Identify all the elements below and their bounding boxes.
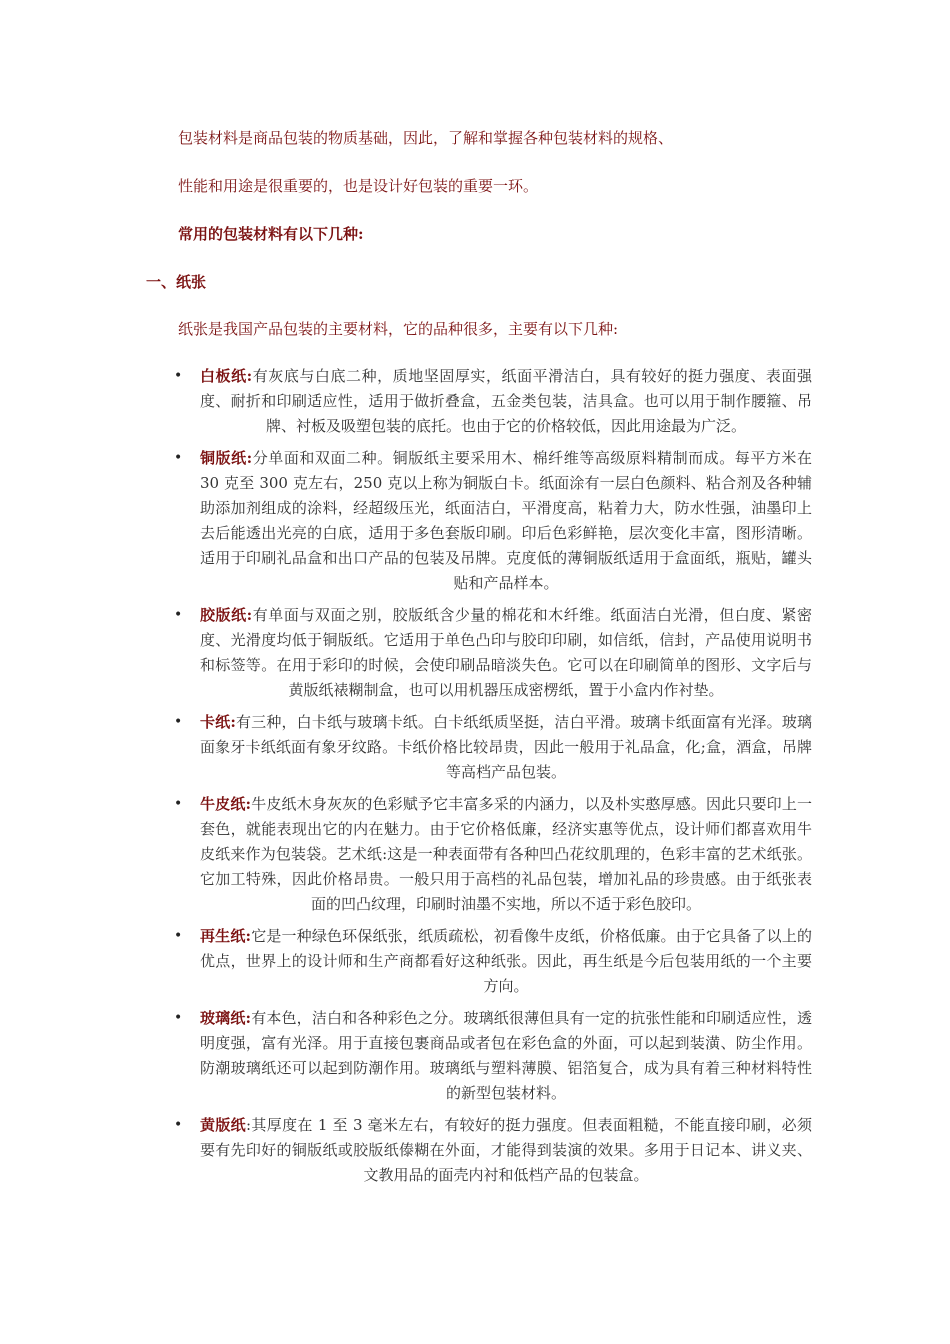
list-item — [172, 924, 812, 999]
item-description: 它是一种绿色环保纸张，纸质疏松，初看像牛皮纸，价格低廉。由于它具备了以上的优点，世界上的设计师和生产商都看好这种纸张。因此，再生纸是今后包装用纸的一个主要方向。 — [200, 927, 812, 995]
item-term: 铜版纸: — [200, 449, 253, 467]
item-description: 分单面和双面二种。铜版纸主要采用木、棉纤维等高级原料精制而成。每平方米在 30 克至 300 克左右，250 克以上称为铜版白卡。纸面涂有一层白色颜料、粘合剂及各种辅助添加剂组成的涂料，经超级压光，纸面洁白，平滑度高，粘着力大，防水性强，油墨印上去后能透出光亮的白底，适用于多色套版印刷。印后色彩鲜艳，层次变化丰富，图形清晰。适用于印刷礼品盒和出口产品的包装及吊牌。克度低的薄铜版纸适用于盒面纸，瓶贴，罐头贴和产品样本。 — [200, 449, 812, 592]
bullet-icon: • — [174, 928, 183, 944]
intro-line-1: 包装材料是商品包装的物质基础，因此，了解和掌握各种包装材料的规格、 — [178, 129, 674, 147]
bullet-icon: • — [174, 368, 183, 384]
list-item — [172, 710, 812, 785]
item-description: 有单面与双面之别，胶版纸含少量的棉花和木纤维。纸面洁白光滑，但白度、紧密度、光滑度均低于铜版纸。它适用于单色凸印与胶印印刷，如信纸，信封，产品使用说明书和标签等。在用于彩印的时候，会使印刷品暗淡失色。它可以在印刷简单的图形、文字后与黄版纸裱糊制盒，也可以用机器压成密楞纸，置于小盒内作衬垫。 — [200, 606, 812, 699]
bullet-icon: • — [174, 450, 183, 466]
list-item — [172, 364, 812, 439]
item-term: 玻璃纸: — [200, 1009, 252, 1027]
list-item — [172, 1006, 812, 1106]
section-heading: 一、纸张 — [146, 273, 207, 291]
item-description: 有本色，洁白和各种彩色之分。玻璃纸很薄但具有一定的抗张性能和印刷适应性，透明度强，富有光泽。用于直接包裹商品或者包在彩色盒的外面，可以起到装潢、防尘作用。防潮玻璃纸还可以起到防潮作用。玻璃纸与塑料薄膜、铝箔复合，成为具有着三种材料特性的新型包装材料。 — [200, 1009, 812, 1102]
bullet-icon: • — [174, 1010, 183, 1026]
item-term: 黄版纸 — [200, 1116, 247, 1134]
item-term: 白板纸: — [200, 367, 253, 385]
paper-type-list — [172, 364, 812, 1195]
bullet-icon: • — [174, 714, 183, 730]
bullet-icon: • — [174, 607, 183, 623]
bullet-icon: • — [174, 1117, 183, 1133]
item-term: 卡纸: — [200, 713, 236, 731]
list-item — [172, 603, 812, 703]
section-lead: 纸张是我国产品包装的主要材料，它的品种很多，主要有以下几种: — [178, 320, 619, 338]
bullet-icon: • — [174, 796, 183, 812]
item-term: 再生纸: — [200, 927, 252, 945]
list-item — [172, 792, 812, 917]
list-item — [172, 1113, 812, 1188]
item-term: 牛皮纸: — [200, 795, 252, 813]
intro-line-2: 性能和用途是很重要的，也是设计好包装的重要一环。 — [178, 177, 539, 195]
subheading: 常用的包装材料有以下几种: — [178, 225, 364, 243]
item-description: :其厚度在 1 至 3 毫米左右，有较好的挺力强度。但表面粗糙，不能直接印刷，必须要有先印好的铜版纸或胶版纸傣糊在外面，才能得到装演的效果。多用于日记本、讲义夹、文教用品的面壳内衬和低档产品的包装盒。 — [200, 1116, 812, 1184]
item-description: 有三种，白卡纸与玻璃卡纸。白卡纸纸质坚挺，洁白平滑。玻璃卡纸面富有光泽。玻璃面象牙卡纸纸面有象牙纹路。卡纸价格比较昂贵，因此一般用于礼品盒，化;盒，酒盒，吊牌等高档产品包装。 — [200, 713, 812, 781]
item-description: 有灰底与白底二种，质地坚固厚实，纸面平滑洁白，具有较好的挺力强度、表面强度、耐折和印刷适应性，适用于做折叠盒，五金类包装，洁具盒。也可以用于制作腰箍、吊牌、衬板及吸塑包装的底托。也由于它的价格较低，因此用途最为广泛。 — [200, 367, 812, 435]
item-term: 胶版纸: — [200, 606, 253, 624]
item-description: 牛皮纸木身灰灰的色彩赋予它丰富多采的内涵力，以及朴实憨厚感。因此只要印上一套色，就能表现出它的内在魅力。由于它价格低廉，经济实惠等优点，设计师们都喜欢用牛皮纸来作为包装袋。艺术纸:这是一种表面带有各种凹凸花纹肌理的，色彩丰富的艺术纸张。它加工特殊，因此价格昂贵。一般只用于高档的礼品包装，增加礼品的珍贵感。由于纸张表面的凹凸纹理，印刷时油墨不实地，所以不适于彩色胶印。 — [200, 795, 812, 913]
list-item — [172, 446, 812, 596]
